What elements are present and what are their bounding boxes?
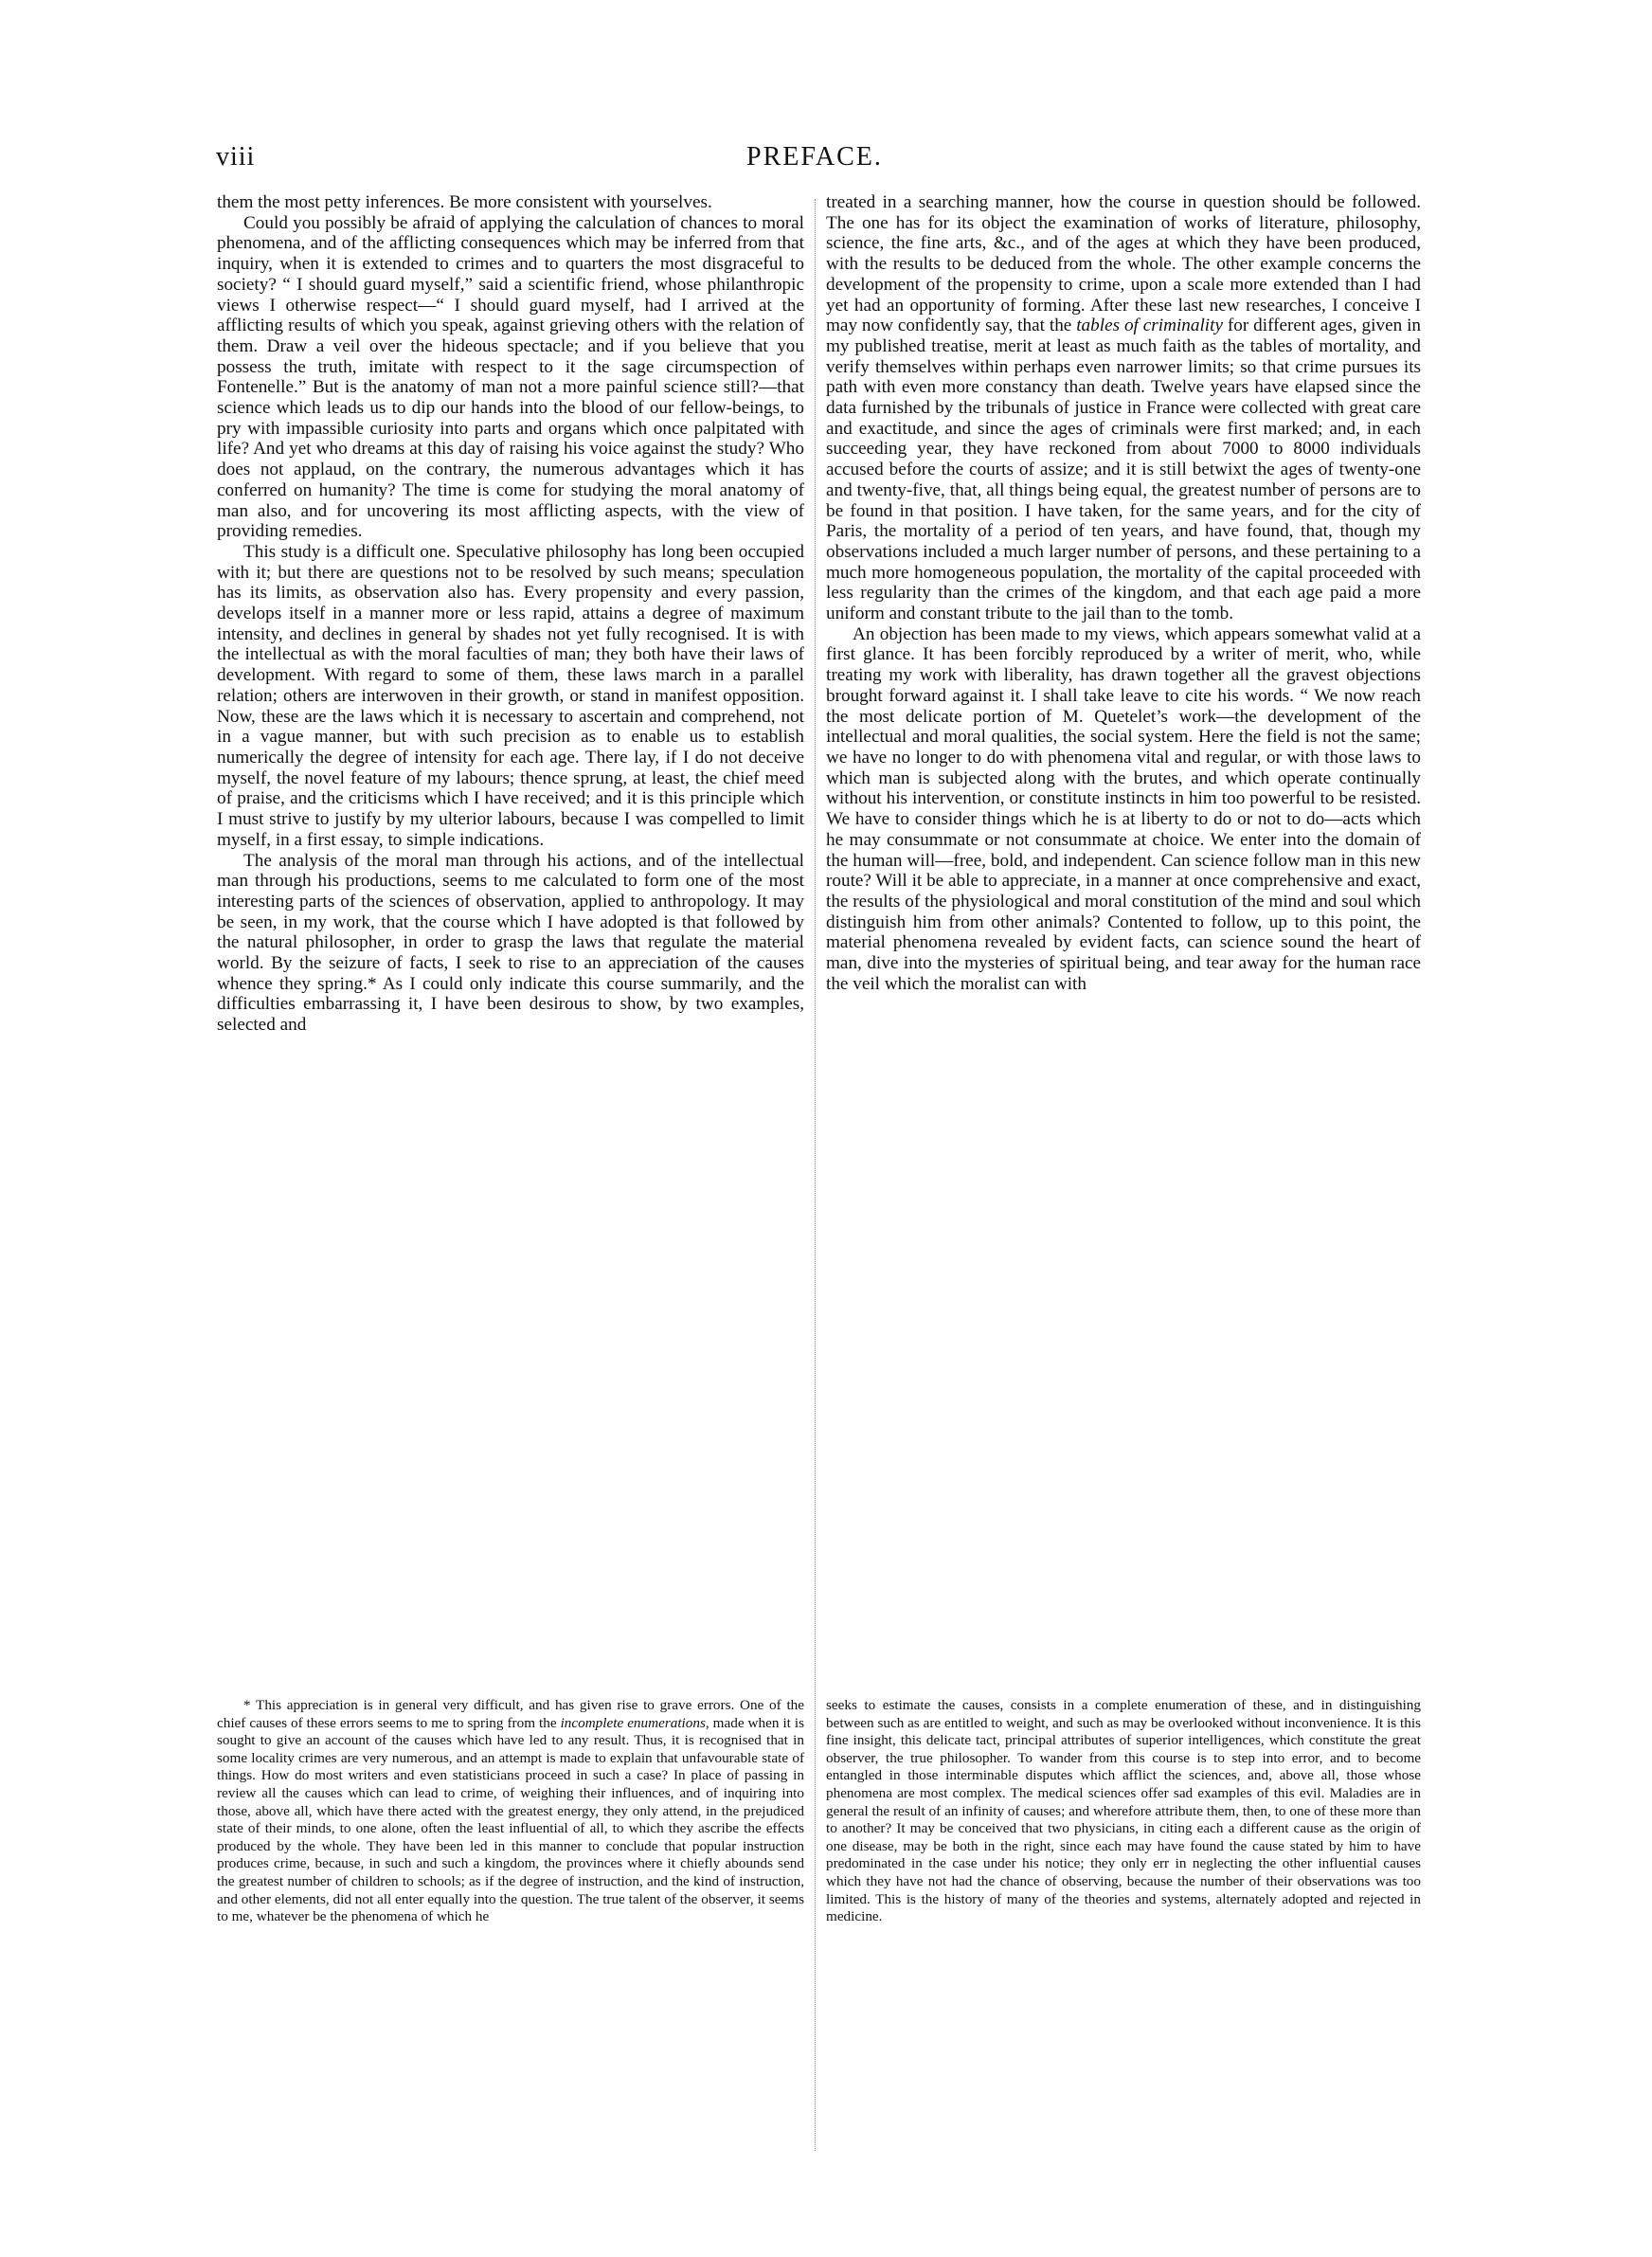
footnote-text-a: * This appreciation is in general very difficult, and has given rise to grave errors. One of the chief causes of these errors seems to me to spring from the xyxy=(217,1697,804,1731)
right-column xyxy=(826,192,1421,994)
column-divider xyxy=(815,199,817,2151)
running-head xyxy=(216,142,1410,180)
paragraph: The analysis of the moral man through his actions, and of the intellectual man through his productions, seems to me calculated to form one of the most interesting parts of the sciences of observation, applied to anthropology. It may be seen, in my work, that the course which I have adopted is that followed by the natural philosopher, in order to grasp the laws that regulate the material world. By the seizure of facts, I seek to rise to an appreciation of the causes whence they spring.* As I could only indicate this course summarily, and the difficulties embarrassing it, I have been desirous to show, by two examples, selected and xyxy=(217,850,804,1036)
running-title: PREFACE. xyxy=(746,142,883,172)
footnote-left xyxy=(217,1697,804,1926)
paragraph-text: for different ages, given in my published treatise, merit at least as much faith as the tables of mortality, and verify themselves within perhaps even narrower limits; so that crime pursues its path with even more constancy than death. Twelve years have elapsed since the data furnished by the tribunals of justice in France were collected with great care and exactitude, and since the ages of criminals were first marked; and, in each succeeding year, they have reckoned from about 7000 to 8000 individuals accused before the courts of assize; and it is still betwixt the ages of twenty-one and twenty-five, that, all things being equal, the greatest number of persons are to be found in that position. I have taken, for the same years, and for the city of Paris, the mortality of a period of ten years, and have found, that, though my observations included a much larger number of persons, and these pertaining to a much more homogeneous population, the mortality of the capital proceeded with less regularity than the crimes of the kingdom, and that each age paid a more uniform and constant tribute to the jail than to the tomb. xyxy=(826,316,1422,624)
italic-term: incomplete enumerations, xyxy=(560,1714,709,1731)
paragraph: Could you possibly be afraid of applying the calculation of chances to moral phenomena, and of the afflicting consequences which may be inferred from that inquiry, when it is extended to crimes and to quarters the most disgraceful to society? “ I should guard myself,” said a scientific friend, whose philanthropic views I otherwise respect—“ I should guard myself, had I arrived at the afflicting results of which you speak, against grieving others with the relation of them. Draw a veil over the hideous spectacle; and if you believe that you possess the truth, imitate with respect to it the sage circumspection of Fontenelle.” But is the anatomy of man not a more painful science still?—that science which leads us to dip our hands into the blood of our fellow-beings, to pry with impassible curiosity into parts and organs which once palpitated with life? And yet who dreams at this day of raising his voice against the study? Who does not applaud, on the contrary, the numerous advantages which it has conferred on humanity? The time is come for studying the moral anatomy of man also, and for uncovering its most afflicting aspects, with the view of providing remedies. xyxy=(217,212,804,542)
page-number: viii xyxy=(216,142,256,172)
paragraph xyxy=(826,192,1421,624)
footnote-right xyxy=(826,1697,1421,1926)
paragraph-text: treated in a searching manner, how the course in question should be followed. The one has for its object the examination of works of literature, philosophy, science, the fine arts, &c., and of the ages at which they have been produced, with the results to be deduced from the whole. The other example concerns the development of the propensity to crime, upon a scale more extended than I had yet had an opportunity of forming. After these last new researches, I conceive I may now confidently say, that the xyxy=(826,192,1421,336)
paragraph: This study is a difficult one. Speculative philosophy has long been occupied with it; but there are questions not to be resolved by such means; speculation has its limits, as observation also has. Every propensity and every passion, develops itself in a manner more or less rapid, attains a degree of maximum intensity, and declines in general by shades not yet fully recognised. It is with the intellectual as with the moral faculties of man; they both have their laws of development. With regard to some of them, these laws march in a parallel relation; others are interwoven in their growth, or stand in manifest opposition. Now, these are the laws which it is necessary to ascertain and comprehend, not in a vague manner, but with such precision as to enable us to establish numerically the degree of intensity for each age. There lay, if I do not deceive myself, the novel feature of my labours; thence sprung, at least, the chief meed of praise, and the criticisms which I have received; and it is this principle which I must strive to justify by my ulterior labours, because I was compelled to limit myself, in a first essay, to simple indications. xyxy=(217,541,804,850)
footnote-text-b: made when it is sought to give an account of the causes which have led to any result. Thus, it is recognised that in some locality crimes are very numerous, and an attempt is made to explain that unfavourable state of things. How do most writers and even statisticians proceed in such a case? In place of passing in review all the causes which can lead to crime, of weighing their influences, and of inquiring into those, above all, which have there acted with the greatest energy, they only attend, in the prejudiced state of their minds, to one alone, often the least influential of all, to which they ascribe the effects produced by the whole. They have been led in this manner to conclude that popular instruction produces crime, because, in such and such a kingdom, the provinces where it chiefly abounds send the greatest number of children to schools; as if the degree of instruction, and the kind of instruction, and other elements, did not all enter equally into the question. The true talent of the observer, it seems to me, whatever be the phenomena of which he xyxy=(217,1714,805,1925)
left-column xyxy=(217,192,804,1036)
paragraph: them the most petty inferences. Be more consistent with yourselves. xyxy=(217,192,712,212)
paragraph: An objection has been made to my views, which appears somewhat valid at a first glance. It has been forcibly reproduced by a writer of merit, who, while treating my work with liberality, has drawn together all the gravest objections brought forward against it. I shall take leave to cite his words. “ We now reach the most delicate portion of M. Quetelet’s work—the development of the intellectual and moral qualities, the social system. Here the field is not the same; we have no longer to do with phenomena vital and regular, or with those laws to which man is subjected along with the brutes, and which operate continually without his intervention, or constitute instincts in him too powerful to be resisted. We have to consider things which he is at liberty to do or not to do—acts which he may consummate or not consummate at choice. We enter into the domain of the human will—free, bold, and independent. Can science follow man in this new route? Will it be able to appreciate, in a manner at once comprehensive and exact, the results of the physiological and moral constitution of the mind and soul which distinguish him from other animals? Contented to follow, up to this point, the material phenomena revealed by evident facts, can science sound the heart of man, dive into the mysteries of spiritual being, and tear away for the human race the veil which the moralist can with xyxy=(826,623,1421,994)
footnote-text: seeks to estimate the causes, consists in a complete enumeration of these, and in distinguishing between such as are entitled to weight, and such as may be overlooked without inconvenience. It is this fine insight, this delicate tact, principal attributes of superior intelligences, which constitute the great observer, the true philosopher. To wander from this course is to step into error, and to become entangled in those interminable disputes which afflict the sciences, and, above all, those whose phenomena are most complex. The medical sciences offer sad examples of this evil. Maladies are in general the result of an infinity of causes; and wherefore attribute them, then, to one of these more than to another? It may be conceived that two physicians, in citing each a different cause as the origin of one disease, may be both in the right, since each may have found the cause stated by him to have predominated in the case under his notice; they only err in neglecting the other influential causes which they have not had the chance of observing, because the number of their observations was too limited. This is the history of many of the theories and systems, alternately adopted and rejected in medicine. xyxy=(826,1697,1421,1925)
italic-term: tables of criminality xyxy=(1076,316,1223,336)
footnote-text xyxy=(217,1697,804,1926)
